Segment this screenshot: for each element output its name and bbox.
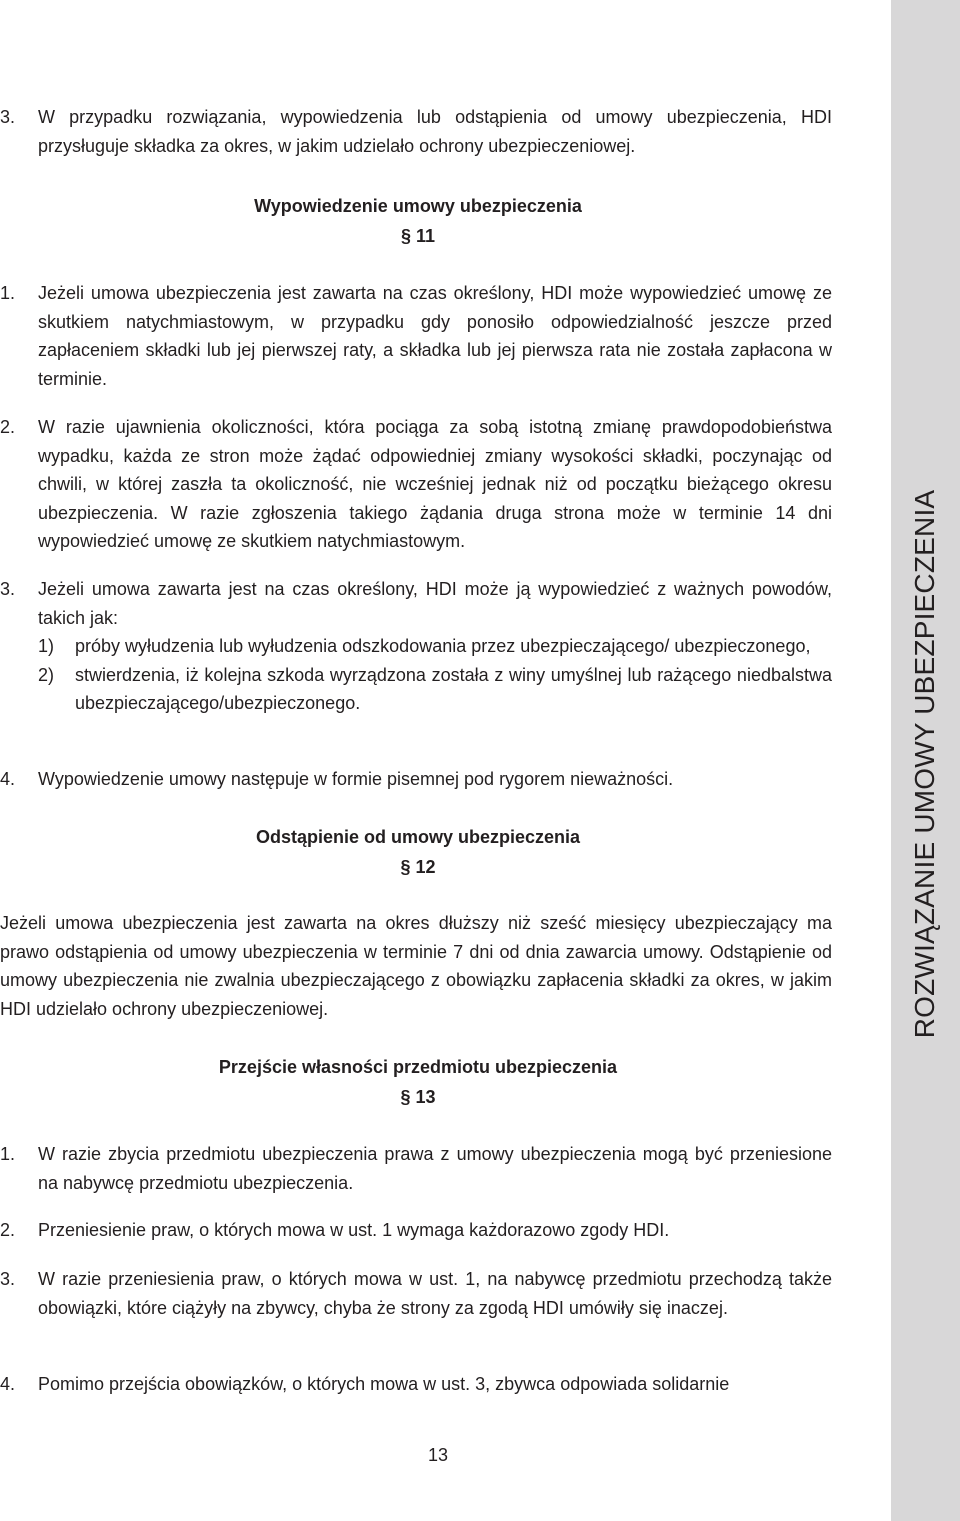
- item-text: Pomimo przejścia obowiązków, o których mowa w ust. 3, zbywca odpowiada solidarnie: [38, 1374, 730, 1394]
- sub-list-item: [38, 661, 832, 718]
- list-item: [0, 413, 832, 556]
- item-text: W razie ujawnienia okoliczności, która pociąga za sobą istotną zmianę prawdopodobieństwa wypadku, każda ze stron może żądać odpowiedniej zmiany wysokości składki, poczynając od chwili, w której zaszła ta okoliczność, nie wcześniej jednak niż od początku bieżącego okresu ubezpieczenia. W razie zgłoszenia takiego żądania druga strona może w terminie 14 dni wypowiedzieć umowę ze skutkiem natychmiastowym.: [38, 417, 832, 552]
- item-number: 1.: [0, 283, 16, 303]
- list-item: [0, 103, 832, 160]
- item-number: 2.: [0, 417, 16, 437]
- sub-list-item: [38, 632, 832, 661]
- item-text: Jeżeli umowa ubezpieczenia jest zawarta na czas określony, HDI może wypowiedzieć umowę ze skutkiem natychmiastowym, w przypadku gdy ponosiło odpowiedzialność jeszcze przed zapłaceniem składki lub jej pierwszej raty, a składka lub jej pierwsza rata nie została zapłacona w terminie.: [38, 283, 832, 389]
- item-text: W przypadku rozwiązania, wypowiedzenia lub odstąpienia od umowy ubezpieczenia, HDI przysługuje składka za okres, w jakim udzielało ochrony ubezpieczeniowej.: [38, 107, 832, 156]
- item-text: W razie przeniesienia praw, o których mowa w ust. 1, na nabywcę przedmiotu przechodzą także obowiązki, które ciążyły na zbywcy, chyba że strony za zgodą HDI umówiły się inaczej.: [38, 1269, 832, 1318]
- item-number: 3.: [0, 1269, 16, 1289]
- section-12-number: § 12: [400, 857, 436, 877]
- section-13-number: § 13: [400, 1087, 436, 1107]
- list-item: [0, 1265, 832, 1322]
- sub-item-number: 1): [38, 636, 55, 657]
- item-text: Przeniesienie praw, o których mowa w ust. 1 wymaga każdorazowo zgody HDI.: [38, 1220, 670, 1240]
- item-text: Wypowiedzenie umowy następuje w formie pisemnej pod rygorem nieważności.: [38, 769, 674, 789]
- list-item: [0, 765, 832, 794]
- item-number: 2.: [0, 1220, 16, 1240]
- section-12-title: Odstąpienie od umowy ubezpieczenia: [255, 827, 581, 847]
- section-11-title: Wypowiedzenie umowy ubezpieczenia: [254, 196, 582, 216]
- list-item: [0, 279, 832, 393]
- item-text: W razie zbycia przedmiotu ubezpieczenia prawa z umowy ubezpieczenia mogą być przeniesione na nabywcę przedmiotu ubezpieczenia.: [38, 1144, 832, 1193]
- section-13-title: Przejście własności przedmiotu ubezpieczenia: [218, 1057, 618, 1077]
- list-item: [0, 1140, 832, 1197]
- page-number: 13: [427, 1445, 449, 1465]
- item-number: 4.: [0, 769, 16, 789]
- sub-item-number: 2): [38, 664, 55, 685]
- item-text: Jeżeli umowa zawarta jest na czas określony, HDI może ją wypowiedzieć z ważnych powodów, takich jak:: [38, 579, 832, 628]
- sub-item-text: próby wyłudzenia lub wyłudzenia odszkodowania przez ubezpieczającego/ ubezpieczonego,: [75, 636, 811, 657]
- list-item: [0, 1370, 832, 1399]
- section-12-paragraph: Jeżeli umowa ubezpieczenia jest zawarta na okres dłuższy niż sześć miesięcy ubezpieczający ma prawo odstąpienia od umowy ubezpieczenia w terminie 7 dni od dnia zawarcia umowy. Odstąpienie od umowy ubezpieczenia nie zwalnia ubezpieczającego z obowiązku zapłacenia składki za okres, w jakim HDI udzielało ochrony ubezpieczeniowej.: [0, 913, 832, 1019]
- sub-item-text: stwierdzenia, iż kolejna szkoda wyrządzona została z winy umyślnej lub rażącego niedbalstwa ubezpieczającego/ubezpieczonego.: [75, 664, 832, 714]
- list-item: [0, 1216, 832, 1245]
- list-item: [0, 575, 832, 718]
- item-number: 1.: [0, 1144, 16, 1164]
- section-11-number: § 11: [400, 226, 436, 246]
- side-section-label: ROZWIĄZANIE UMOWY UBEZPIECZENIA: [909, 489, 940, 1039]
- item-number: 4.: [0, 1374, 16, 1394]
- item-number: 3.: [0, 579, 16, 599]
- item-number: 3.: [0, 107, 16, 127]
